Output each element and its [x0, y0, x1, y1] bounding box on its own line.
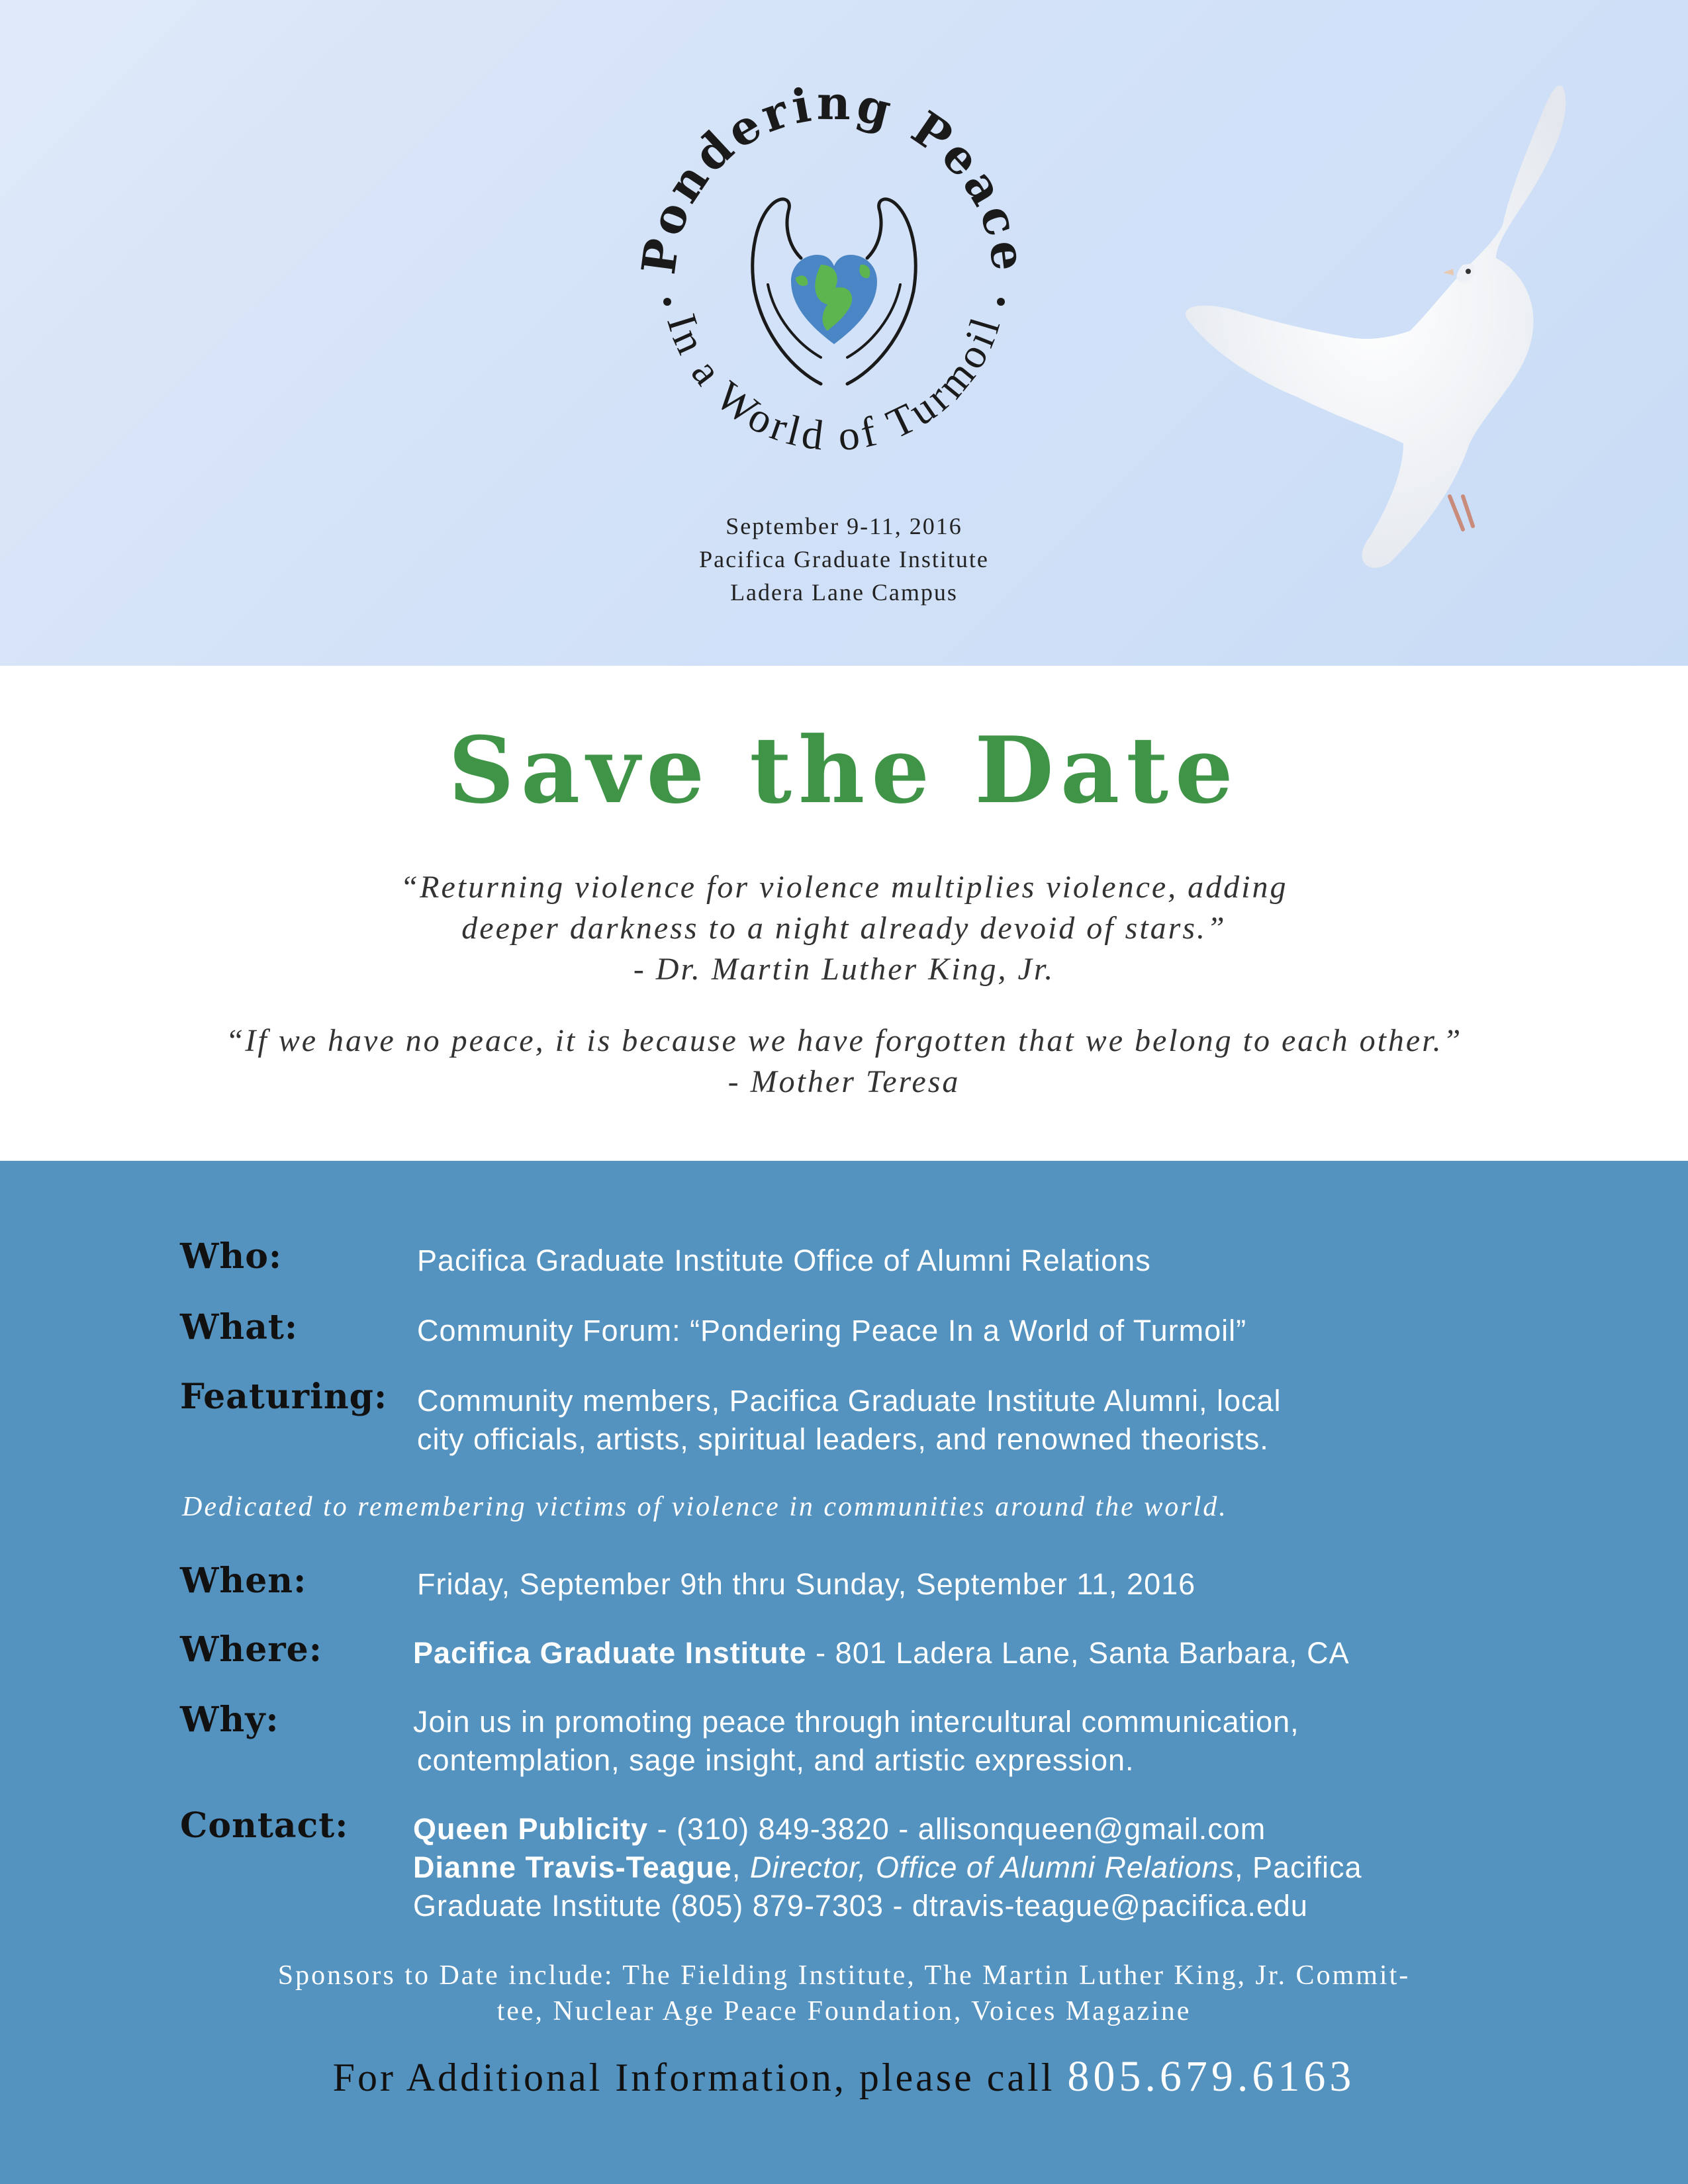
logo-top-text: Pondering Peace [630, 75, 1037, 278]
page-title: Save the Date [448, 716, 1240, 824]
contact-title-dianne: Director, Office of Alumni Relations [749, 1850, 1235, 1884]
quote-line: “If we have no peace, it is because we have forgotten that we belong to each other.” [225, 1023, 1463, 1058]
contact-line-2: Dianne Travis-Teague, Director, Office of Alumni Relations, Pacifica [413, 1850, 1362, 1884]
value-featuring [417, 1382, 1282, 1459]
quote-attribution: - Dr. Martin Luther King, Jr. [633, 952, 1055, 987]
why-line: contemplation, sage insight, and artistic expression. [417, 1743, 1135, 1777]
hero-banner [0, 0, 1688, 666]
quote-teresa [0, 1021, 1688, 1103]
logo-dot-right [997, 298, 1005, 306]
value-where [413, 1634, 1350, 1672]
contact-name-dianne: Dianne Travis-Teague [413, 1850, 732, 1884]
why-line: Join us in promoting peace through intercultural communication, [413, 1705, 1299, 1739]
value-when [417, 1565, 1196, 1604]
when-text: Friday, September 9th thru Sunday, September 11, 2016 [417, 1567, 1196, 1601]
event-logo [622, 66, 1046, 490]
logo-bottom-text: In a World of Turmoil [658, 308, 1010, 460]
sponsors-line: Sponsors to Date include: The Fielding Institute, The Martin Luther King, Jr. Commit- [277, 1960, 1411, 1991]
event-campus: Ladera Lane Campus [730, 579, 958, 606]
label-what: What: [180, 1307, 299, 1347]
label-featuring: Featuring: [180, 1377, 388, 1417]
svg-text:Pondering Peace [631, 75, 1037, 277]
event-dates: September 9-11, 2016 [726, 513, 962, 539]
featuring-line: city officials, artists, spiritual leaders, and renowned theorists. [417, 1422, 1269, 1456]
value-what [417, 1312, 1246, 1350]
contact-name-queen: Queen Publicity [413, 1812, 649, 1846]
label-why: Why: [180, 1700, 279, 1740]
contact-line-3[interactable]: Graduate Institute (805) 879-7303 - dtravis-teague@pacifica.edu [413, 1889, 1308, 1923]
label-when: When: [180, 1561, 307, 1601]
dedication-text: Dedicated to remembering victims of violence in communities around the world. [182, 1492, 1228, 1522]
featuring-line: Community members, Pacifica Graduate Institute Alumni, local [417, 1384, 1282, 1418]
quote-line: “Returning violence for violence multiplies violence, adding [400, 870, 1288, 905]
what-text: Community Forum: “Pondering Peace In a World of Turmoil” [417, 1314, 1247, 1347]
more-info [0, 2052, 1688, 2102]
label-who: Who: [180, 1236, 283, 1277]
quote-attribution: - Mother Teresa [727, 1064, 961, 1099]
contact-line-1 [413, 1810, 1362, 1848]
event-info [596, 510, 1092, 609]
contact-info-queen[interactable]: - (310) 849-3820 - allisonqueen@gmail.com [648, 1812, 1266, 1846]
where-address: - 801 Ladera Lane, Santa Barbara, CA [806, 1636, 1350, 1670]
label-contact: Contact: [180, 1805, 349, 1846]
phone-number[interactable]: 805.679.6163 [1067, 2052, 1356, 2101]
where-name: Pacifica Graduate Institute [413, 1636, 807, 1670]
value-why [413, 1703, 1299, 1780]
quote-mlk [0, 867, 1688, 990]
hands-heart-globe-icon [753, 199, 915, 384]
quote-line: deeper darkness to a night already devoid of stars.” [461, 911, 1227, 946]
who-text: Pacifica Graduate Institute Office of Alumni Relations [417, 1244, 1151, 1277]
more-info-text: For Additional Information, please call [332, 2056, 1068, 2099]
sponsors-line: tee, Nuclear Age Peace Foundation, Voices Magazine [496, 1996, 1192, 2026]
label-where: Where: [180, 1629, 322, 1670]
value-contact [413, 1810, 1362, 1925]
sponsors-text [0, 1958, 1688, 2029]
event-institution: Pacifica Graduate Institute [699, 546, 989, 572]
value-who [417, 1242, 1151, 1280]
dove-image [1152, 73, 1628, 576]
logo-dot-left [663, 298, 671, 306]
